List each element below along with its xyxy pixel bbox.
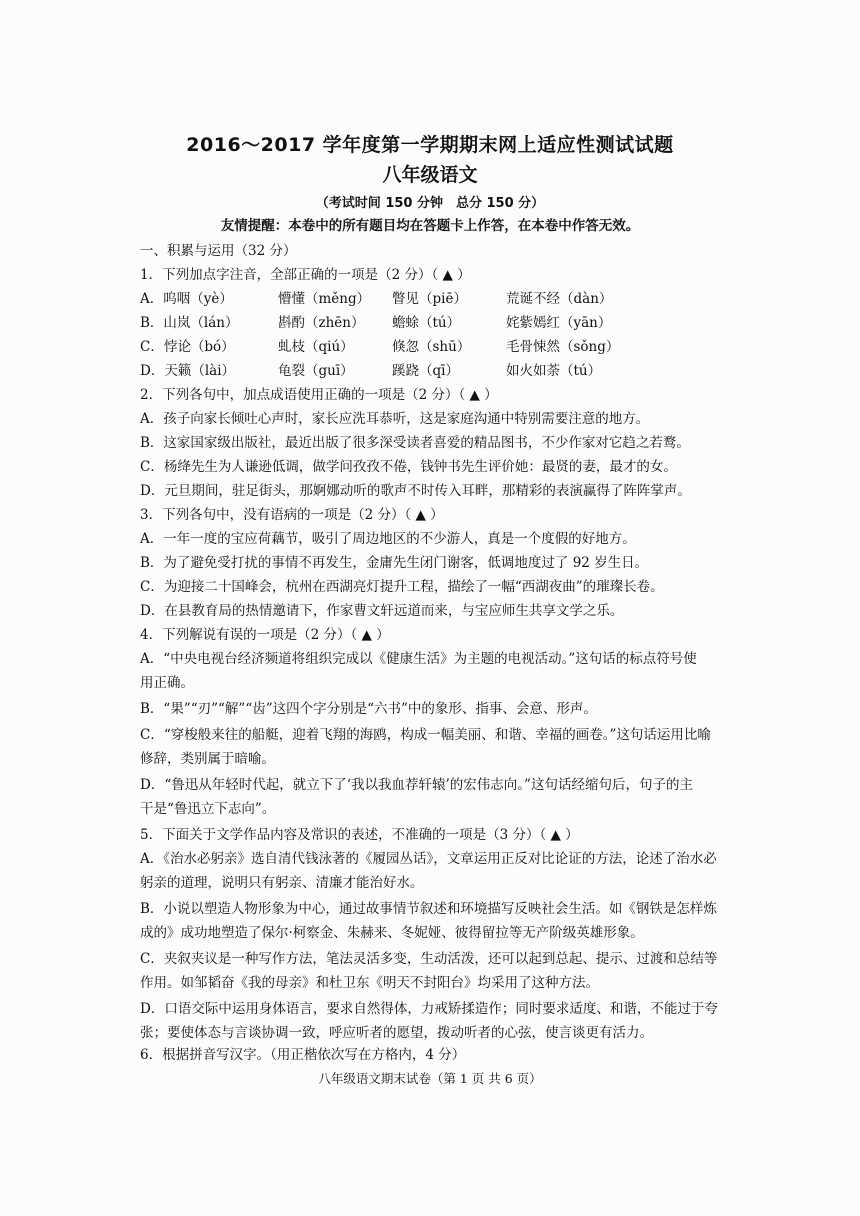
section-heading: 一、积累与运用（32 分） <box>140 243 297 259</box>
option-cell: C．悖论（bó） <box>140 339 235 355</box>
option-cell: 懵懂（měng） <box>278 291 371 307</box>
question-5-option-b-cont: 成的》成功地塑造了保尔·柯察金、朱赫来、冬妮娅、彼得留拉等无产阶级英雄形象。 <box>140 925 644 941</box>
question-1-stem: 1．下列加点字注音，全部正确的一项是（2 分）（ ▲ ） <box>140 267 471 283</box>
question-2-option-d: D．元旦期间，驻足街头，那婀娜动听的歌声不时传入耳畔，那精彩的表演赢得了阵阵掌声。 <box>140 483 691 499</box>
question-5-option-c: C．夹叙夹议是一种写作方法，笔法灵活多变，生动活泼，还可以起到总起、提示、过渡和总结等 <box>140 951 718 967</box>
question-2-option-c: C．杨绛先生为人谦逊低调，做学问孜孜不倦，钱钟书先生评价她：最贤的妻，最才的女。 <box>140 459 677 475</box>
question-4-option-a: A．“中央电视台经济频道将组织完成以《健康生活》为主题的电视活动。”这句话的标点符号使 <box>140 651 697 667</box>
question-4-option-c: C．“穿梭般来往的船艇，迎着飞翔的海鸥，构成一幅美丽、和谐、幸福的画卷。”这句话运用比喻 <box>140 727 711 743</box>
question-2-option-b: B．这家国家级出版社，最近出版了很多深受读者喜爱的精品图书，不少作家对它趋之若鹜。 <box>140 435 690 451</box>
question-5-option-d-cont: 张；要使体态与言谈协调一致，呼应听者的愿望，拨动听者的心弦，使言谈更有活力。 <box>140 1025 653 1041</box>
option-cell: D．天籁（lài） <box>140 363 236 379</box>
question-3-option-c: C．为迎接二十国峰会，杭州在西湖亮灯提升工程，描绘了一幅“西湖夜曲”的璀璨长卷。 <box>140 579 664 595</box>
exam-reminder: 友情提醒：本卷中的所有题目均在答题卡上作答，在本卷中作答无效。 <box>220 218 640 234</box>
question-4-option-d-cont: 干是“鲁迅立下志向”。 <box>140 801 276 817</box>
question-4-option-d: D．“鲁迅从年轻时代起，就立下了‘我以我血荐轩辕’的宏伟志向。”这句话经缩句后，句子的主 <box>140 777 693 793</box>
page-footer: 八年级语文期末试卷（第 1 页 共 6 页） <box>318 1071 542 1086</box>
question-4-option-a-cont: 用正确。 <box>140 675 194 691</box>
question-4-option-b: B．“果”“刃”“解”“齿”这四个字分别是“六书”中的象形、指事、会意、形声。 <box>140 701 597 717</box>
option-cell: 虬枝（qiú） <box>278 339 354 355</box>
exam-time-note: （考试时间 150 分钟 总分 150 分） <box>315 196 545 211</box>
question-5-option-b: B．小说以塑造人物形象为中心，通过故事情节叙述和环境描写反映社会生活。如《钢铁是怎样炼 <box>140 901 717 917</box>
option-cell: 倏忽（shū） <box>392 339 471 355</box>
question-3-stem: 3．下列各句中，没有语病的一项是（2 分）（ ▲ ） <box>140 507 444 523</box>
option-cell: 毛骨悚然（sǒng） <box>506 339 620 355</box>
question-6-stem: 6．根据拼音写汉字。（用正楷依次写在方格内，4 分） <box>140 1047 466 1063</box>
option-cell: 如火如荼（tú） <box>506 363 602 379</box>
option-cell: 斟酌（zhēn） <box>278 315 365 331</box>
question-2-stem: 2．下列各句中，加点成语使用正确的一项是（2 分）（ ▲ ） <box>140 387 498 403</box>
option-cell: A．呜咽（yè） <box>140 291 233 307</box>
question-5-option-c-cont: 作用。如邹韬奋《我的母亲》和杜卫东《明天不封阳台》均采用了这种方法。 <box>140 975 599 991</box>
exam-subtitle: 八年级语文 <box>382 164 478 186</box>
option-cell: 姹紫嫣红（yān） <box>506 315 612 331</box>
question-3-option-a: A．一年一度的宝应荷藕节，吸引了周边地区的不少游人，真是一个度假的好地方。 <box>140 531 636 547</box>
question-3-option-d: D．在县教育局的热情邀请下，作家曹文轩远道而来，与宝应师生共享文学之乐。 <box>140 603 624 619</box>
option-cell: 瞥见（piē） <box>392 291 467 307</box>
question-5-option-a-cont: 躬亲的道理，说明只有躬亲、清廉才能治好水。 <box>140 875 424 891</box>
option-cell: B．山岚（lán） <box>140 315 239 331</box>
question-2-option-a: A．孩子向家长倾吐心声时，家长应洗耳恭听，这是家庭沟通中特别需要注意的地方。 <box>140 411 650 427</box>
question-3-option-b: B．为了避免受打扰的事情不再发生，金庸先生闭门谢客，低调地度过了 92 岁生日。 <box>140 555 649 571</box>
option-cell: 蟾蜍（tú） <box>392 315 461 331</box>
exam-title: 2016～2017 学年度第一学期期末网上适应性测试试题 <box>186 134 674 156</box>
question-4-stem: 4．下列解说有误的一项是（2 分）（ ▲ ） <box>140 627 390 643</box>
question-5-option-d: D．口语交际中运用身体语言，要求自然得体，力戒矫揉造作；同时要求适度、和谐，不能过于夸 <box>140 1001 718 1017</box>
question-5-option-a: A．《治水必躬亲》选自清代钱泳著的《履园丛话》，文章运用正反对比论证的方法，论述了治水必 <box>140 851 717 867</box>
option-cell: 蹊跷（qī） <box>392 363 459 379</box>
question-5-stem: 5．下面关于文学作品内容及常识的表述，不准确的一项是（3 分）（ ▲ ） <box>140 827 579 843</box>
option-cell: 龟裂（guī） <box>278 363 354 379</box>
question-4-option-c-cont: 修辞，类别属于暗喻。 <box>140 751 275 767</box>
option-cell: 荒诞不经（dàn） <box>506 291 613 307</box>
